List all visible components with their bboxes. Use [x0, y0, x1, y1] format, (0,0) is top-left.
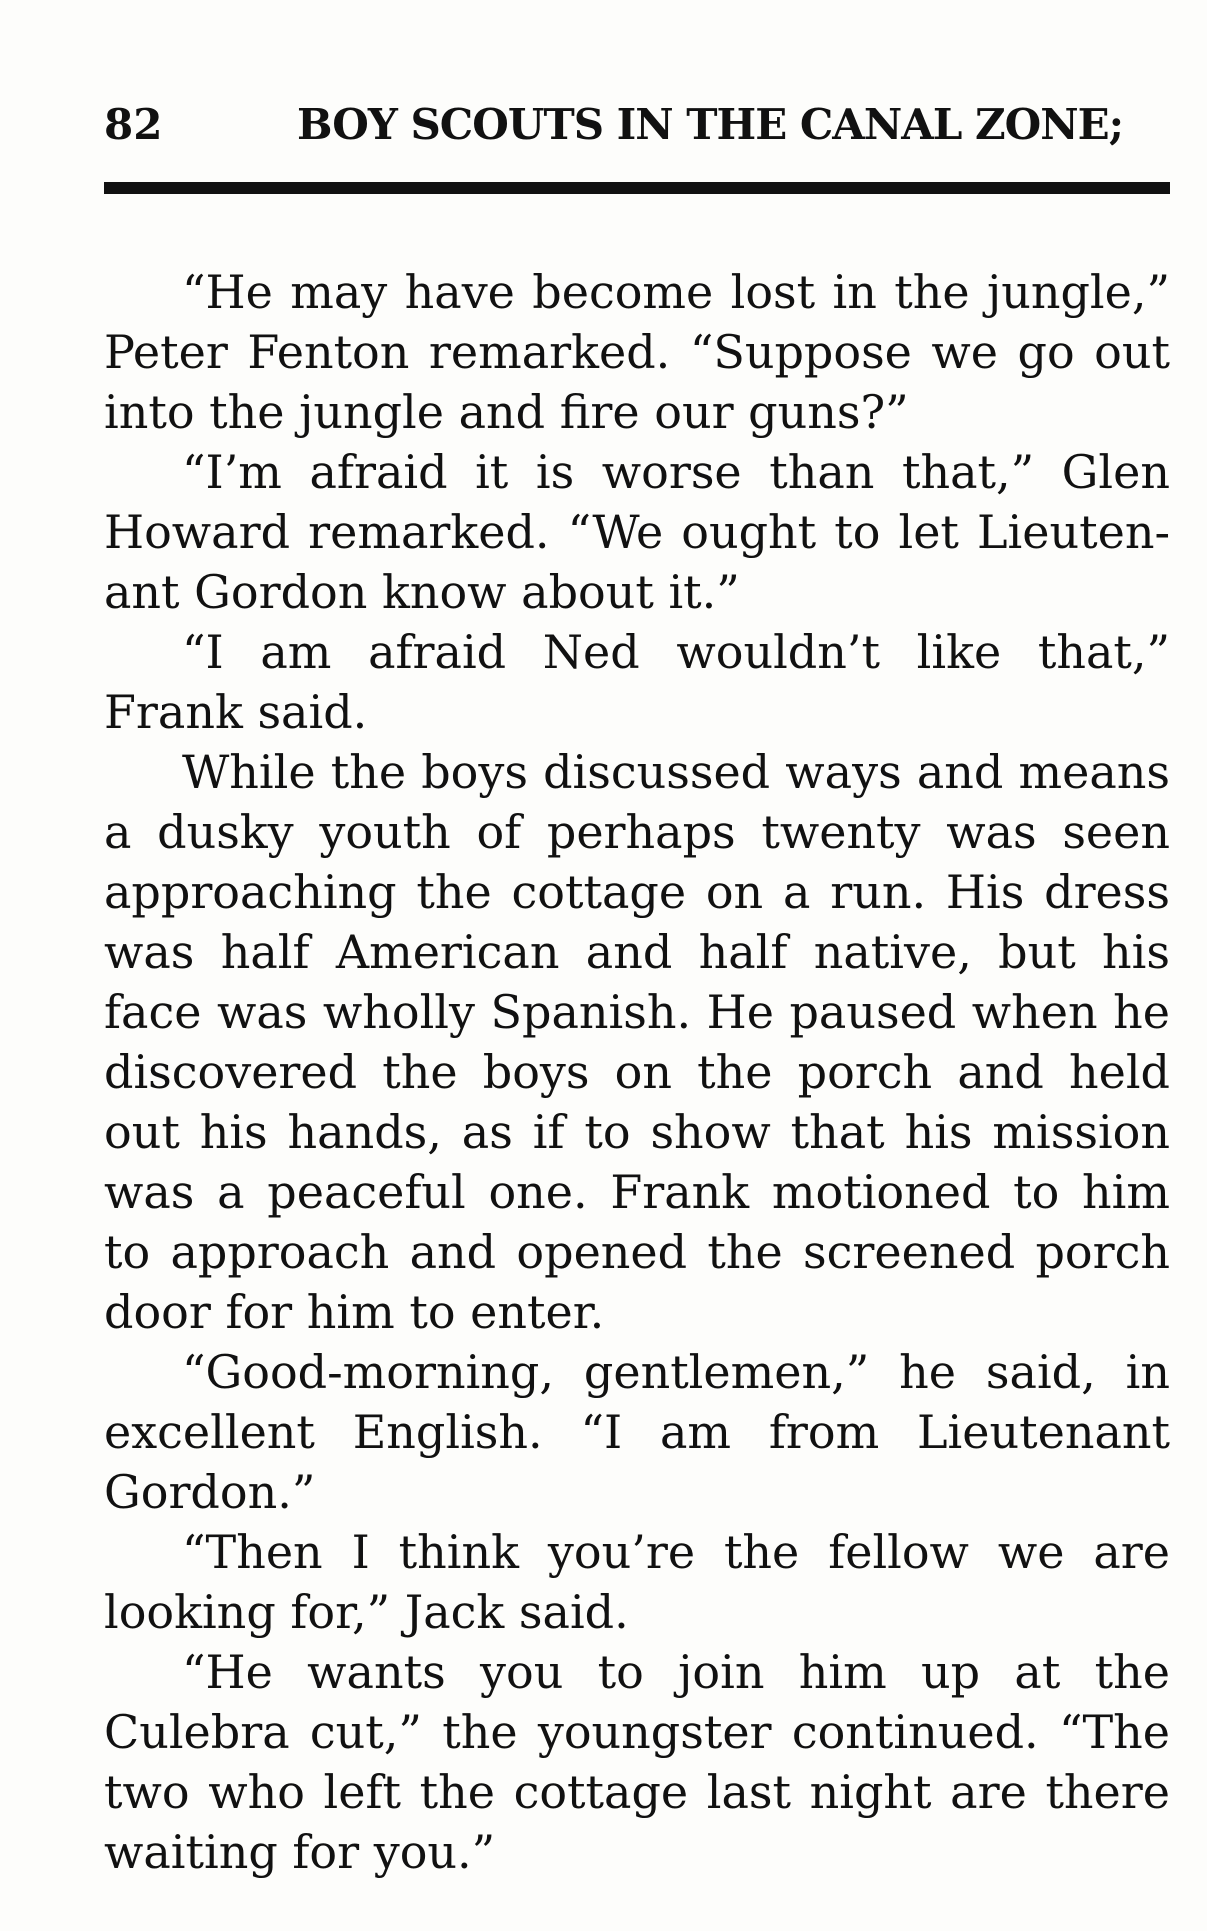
- paragraph: “He wants you to join him up at the Culebra cut,” the youngster continued. “The two who left the cottage last night are there waiting for you.”: [104, 1645, 1170, 1879]
- paragraph: “I am afraid Ned wouldn’t like that,” Frank said.: [104, 625, 1170, 739]
- header-rule: [104, 182, 1170, 194]
- page-number: 82: [104, 100, 163, 149]
- paragraph: “He may have become lost in the jungle,” Peter Fenton remarked. “Suppose we go out into the jungle and fire our guns?”: [104, 265, 1170, 439]
- running-head: [104, 92, 1170, 162]
- paragraph: “I’m afraid it is worse than that,” Glen Howard remarked. “We ought to let Lieutenant Gordon know about it.”: [104, 445, 1170, 619]
- paragraph: “Good-morning, gentlemen,” he said, in excellent English. “I am from Lieutenant Gordon.”: [104, 1345, 1170, 1519]
- page-body: [104, 262, 1170, 1882]
- running-title: BOY SCOUTS IN THE CANAL ZONE;: [297, 100, 1124, 149]
- paragraph: While the boys discussed ways and means a dusky youth of perhaps twenty was seen approaching the cottage on a run. His dress was half American and half native, but his face was wholly Spanish. He paused when he discovered the boys on the porch and held out his hands, as if to show that his mission was a peaceful one. Frank motioned to him to approach and opened the screened porch door for him to enter.: [104, 745, 1170, 1339]
- paragraph: “Then I think you’re the fellow we are looking for,” Jack said.: [104, 1525, 1170, 1639]
